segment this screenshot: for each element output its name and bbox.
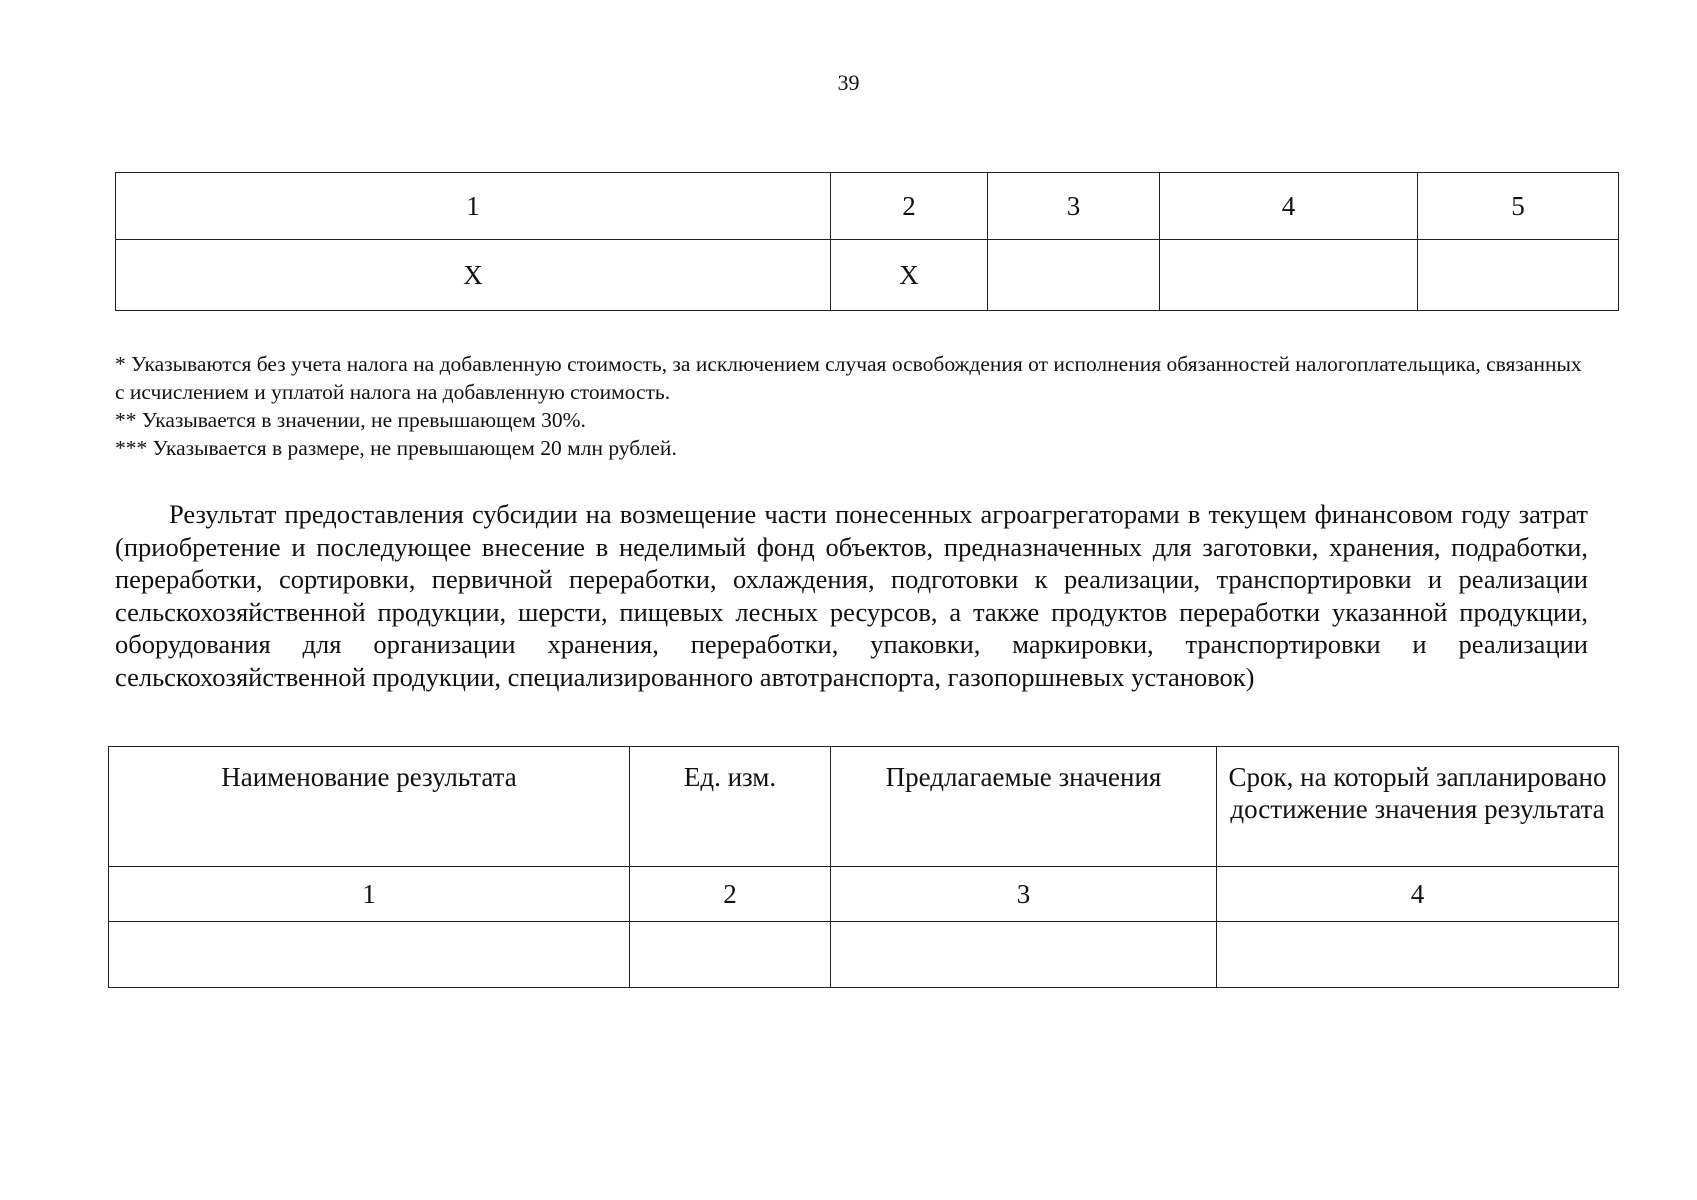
column-header-unit: Ед. изм. [630,747,831,867]
table-cell: 2 [630,867,831,922]
table-cell [1418,240,1619,311]
table-cell: 4 [1160,173,1418,240]
result-description-paragraph: Результат предоставления субсидии на возмещение части понесенных агроагрегаторами в текущем финансовом году затрат (приобретение и последующее внесение в неделимый фонд объектов, предназначенных для заготовки, хранения, подработки, переработки, сортировки, первичной переработки, охлаждения, подготовки к реализации, транспортировки и реализации сельскохозяйственной продукции, шерсти, пищевых лесных ресурсов, а также продуктов переработки указанной продукции, оборудования для организации хранения, переработки, упаковки, маркировки, транспортировки и реализации сельскохозяйственной продукции, специализированного автотранспорта, газопоршневых установок) [115,499,1588,692]
table-cell: 3 [831,867,1217,922]
table-row [109,922,1619,988]
table-cell: 1 [109,867,630,922]
table-cell [109,922,630,988]
column-header-proposed-values: Предлагаемые значения [831,747,1217,867]
footnotes [115,350,1590,462]
table-cell: 2 [831,173,988,240]
result-table [108,746,1619,988]
table-cell [630,922,831,988]
table-cell: 5 [1418,173,1619,240]
table-cell: Х [831,240,988,311]
table-cell [1160,240,1418,311]
table-cell: 3 [988,173,1160,240]
summary-table-continuation [115,172,1619,311]
table-cell [831,922,1217,988]
footnote-percent: ** Указывается в значении, не превышающем 30%. [115,408,586,432]
table-cell: 1 [116,173,831,240]
table-header-row [109,747,1619,867]
page-number: 39 [837,70,860,95]
footnote-vat: * Указываются без учета налога на добавленную стоимость, за исключением случая освобождения от исполнения обязанностей налогоплательщика, связанных с исчислением и уплатой налога на добавленную стоимость. [115,352,1582,404]
column-header-deadline: Срок, на который запланировано достижение значения результата [1217,747,1619,867]
table-cell [988,240,1160,311]
table-row-column-numbers [116,173,1619,240]
table-cell [1217,922,1619,988]
column-header-result-name: Наименование результата [109,747,630,867]
footnote-amount: *** Указывается в размере, не превышающем 20 млн рублей. [115,436,677,460]
table-row [116,240,1619,311]
table-row-column-numbers [109,867,1619,922]
table-cell: 4 [1217,867,1619,922]
table-cell: Х [116,240,831,311]
